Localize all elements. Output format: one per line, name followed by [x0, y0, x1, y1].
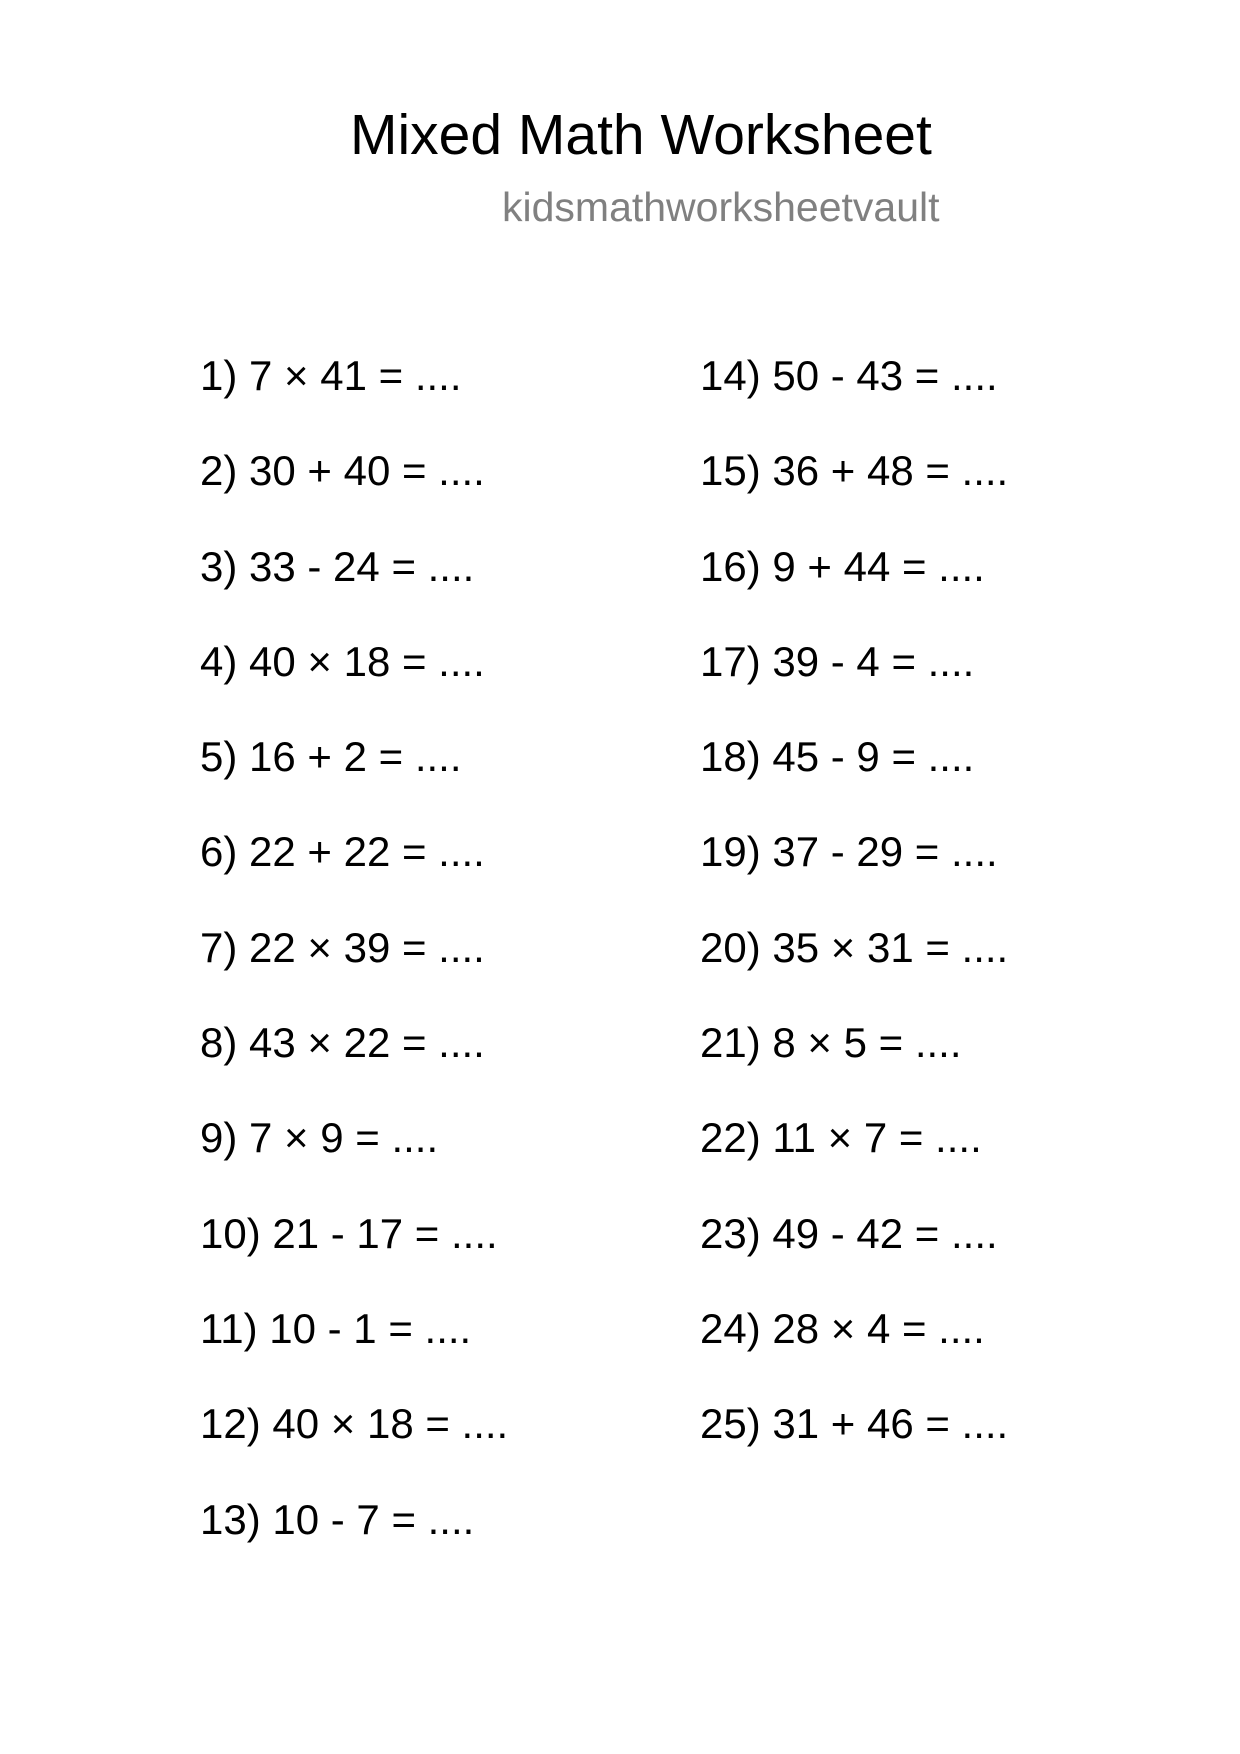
problem-23: 23) 49 - 42 = ....: [700, 1209, 998, 1257]
problem-12: 12) 40 × 18 = ....: [200, 1400, 509, 1448]
problem-19: 19) 37 - 29 = ....: [700, 828, 998, 876]
problem-1: 1) 7 × 41 = ....: [200, 352, 462, 399]
problem-column-left: [200, 352, 508, 1591]
problem-21: 21) 8 × 5 = ....: [700, 1019, 962, 1067]
problem-8: 8) 43 × 22 = ....: [200, 1019, 485, 1067]
problem-7: 7) 22 × 39 = ....: [200, 923, 485, 971]
problem-11: 11) 10 - 1 = ....: [200, 1304, 472, 1352]
problem-column-right: [700, 352, 1008, 1496]
problem-6: 6) 22 + 22 = ....: [200, 828, 485, 876]
problem-17: 17) 39 - 4 = ....: [700, 637, 975, 685]
problem-2: 2) 30 + 40 = ....: [200, 447, 485, 495]
problem-4: 4) 40 × 18 = ....: [200, 637, 485, 685]
problem-14: 14) 50 - 43 = ....: [700, 352, 998, 399]
problem-16: 16) 9 + 44 = ....: [700, 542, 985, 590]
problem-13: 13) 10 - 7 = ....: [200, 1495, 475, 1543]
problem-10: 10) 21 - 17 = ....: [200, 1209, 498, 1257]
problem-18: 18) 45 - 9 = ....: [700, 733, 975, 781]
problem-3: 3) 33 - 24 = ....: [200, 542, 475, 590]
problem-24: 24) 28 × 4 = ....: [700, 1304, 985, 1352]
problem-15: 15) 36 + 48 = ....: [700, 447, 1009, 495]
problem-20: 20) 35 × 31 = ....: [700, 923, 1009, 971]
problem-9: 9) 7 × 9 = ....: [200, 1114, 439, 1162]
problem-25: 25) 31 + 46 = ....: [700, 1400, 1009, 1448]
problem-22: 22) 11 × 7 = ....: [700, 1114, 982, 1162]
worksheet-source: kidsmathworksheetvault: [502, 184, 940, 230]
problem-5: 5) 16 + 2 = ....: [200, 733, 462, 781]
worksheet-title: Mixed Math Worksheet: [350, 103, 932, 167]
